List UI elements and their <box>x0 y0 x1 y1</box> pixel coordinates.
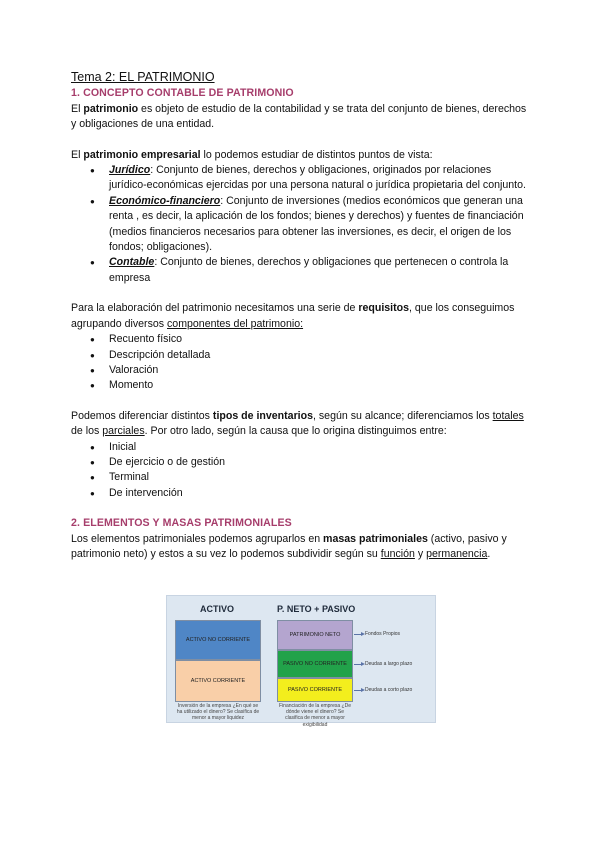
arrow-icon <box>354 690 362 691</box>
balance-diagram <box>166 595 436 728</box>
list-item: ● Terminal <box>109 470 531 485</box>
patrimonio-neto-box: PATRIMONIO NETO <box>277 620 353 650</box>
list-item: ● Inicial <box>109 440 531 455</box>
section1-paragraph2: El patrimonio empresarial lo podemos estudiar de distintos puntos de vista: <box>71 148 433 161</box>
page-title: Tema 2: EL PATRIMONIO <box>71 70 215 84</box>
activo-label: ACTIVO <box>200 604 235 614</box>
section1-paragraph3: Para la elaboración del patrimonio necesitamos una serie de requisitos, que los conseguimos agrupando diversos componentes del patrimonio: <box>71 302 515 330</box>
list-item: ● Jurídico: Conjunto de bienes, derechos y obligaciones, originados por relaciones jurídico-económicas ejercidas por una persona natural o jurídica propietaria del conjunto. <box>109 163 531 194</box>
arrow-icon <box>354 664 362 665</box>
note-left: Inversión de la empresa ¿En qué se ha utilizado el dinero? Se clasifica de menor a mayor liquidez <box>176 703 260 722</box>
activo-no-corriente-box: ACTIVO NO CORRIENTE <box>175 620 261 660</box>
list-item: ● Contable: Conjunto de bienes, derechos y obligaciones que pertenecen o controla la empresa <box>109 255 531 286</box>
section1-paragraph4: Podemos diferenciar distintos tipos de inventarios, según su alcance; diferenciamos los totales de los parciales. Por otro lado, según la causa que lo origina distinguimos entre: <box>71 409 524 438</box>
list-item: ● Recuento físico <box>109 332 531 347</box>
deudas-largo-label: Deudas a largo plazo <box>365 661 413 667</box>
list-item: ● De ejercicio o de gestión <box>109 455 531 470</box>
pasivo-no-corriente-box: PASIVO NO CORRIENTE <box>277 650 353 678</box>
note-right: Financiación de la empresa ¿De dónde viene el dinero? Se clasifica de menor a mayor exigibilidad <box>279 703 351 728</box>
list-item: ● Descripción detallada <box>109 348 531 363</box>
document-page <box>71 70 531 562</box>
section1-heading: 1. CONCEPTO CONTABLE DE PATRIMONIO <box>71 87 294 100</box>
section2-paragraph1: Los elementos patrimoniales podemos agruparlos en masas patrimoniales (activo, pasivo y patrimonio neto) y estos a su vez lo podemos subdividir según su función y permanencia. <box>71 532 507 560</box>
section2-heading: 2. ELEMENTOS Y MASAS PATRIMONIALES <box>71 517 292 530</box>
activo-corriente-box: ACTIVO CORRIENTE <box>175 660 261 702</box>
arrow-icon <box>354 634 362 635</box>
deudas-corto-label: Deudas a corto plazo <box>365 687 413 693</box>
views-list <box>71 163 531 286</box>
pasivo-label: P. NETO + PASIVO <box>277 604 356 614</box>
list-item: ● Momento <box>109 378 531 393</box>
list-item: ● Económico-financiero: Conjunto de inversiones (medios económicos que generan una renta , es decir, la aplicación de los fondos; bienes y derechos) y fuentes de financiación (medios financieros necesarios para obtener las inversiones, es decir, el origen de los fondos; obligaciones). <box>109 194 531 256</box>
section1-paragraph1: El patrimonio es objeto de estudio de la contabilidad y se trata del conjunto de bienes, derechos y obligaciones de una entidad. <box>71 102 527 131</box>
pasivo-corriente-box: PASIVO CORRIENTE <box>277 678 353 702</box>
list-item: ● De intervención <box>109 486 531 501</box>
inventarios-list <box>71 440 531 502</box>
fondos-propios-label: Fondos Propios <box>365 631 401 637</box>
requisitos-list <box>71 332 531 394</box>
list-item: ● Valoración <box>109 363 531 378</box>
